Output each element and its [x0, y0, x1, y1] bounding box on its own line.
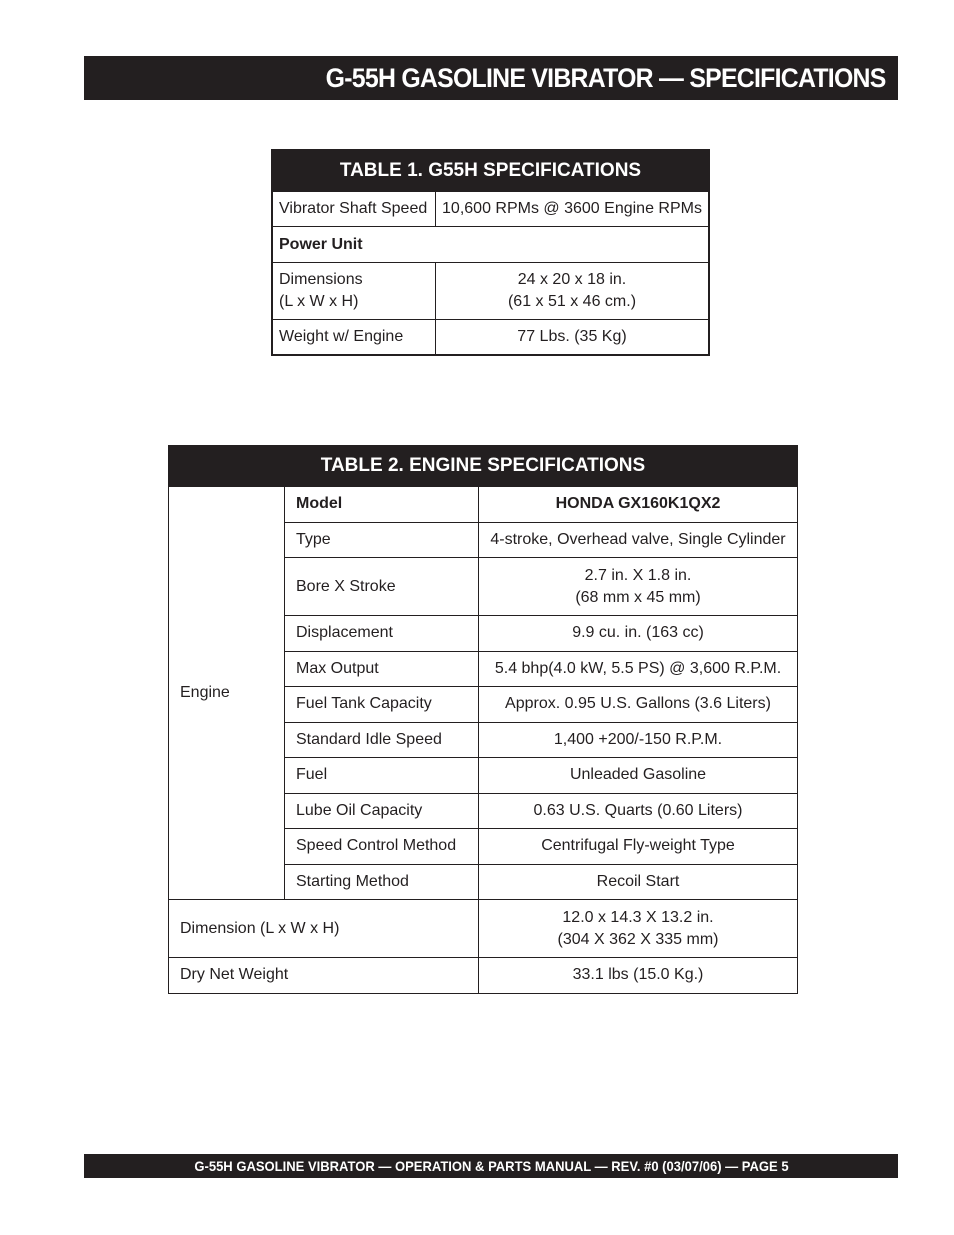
table-cell: Bore X Stroke [285, 558, 479, 616]
cell-line: 2.7 in. X 1.8 in. [584, 566, 692, 584]
table-cell [436, 263, 710, 320]
footer-text: G-55H GASOLINE VIBRATOR — OPERATION & PARTS MANUAL — REV. #0 (03/07/06) — PAGE 5 [193, 1158, 789, 1174]
table-cell [479, 900, 798, 958]
table-cell: Speed Control Method [285, 829, 479, 865]
group-label: Engine [169, 487, 285, 900]
table-cell: 4-stroke, Overhead valve, Single Cylinder [479, 522, 798, 558]
cell-line: (61 x 51 x 46 cm.) [507, 293, 637, 310]
table-cell: Centrifugal Fly-weight Type [479, 829, 798, 865]
table-cell: Approx. 0.95 U.S. Gallons (3.6 Liters) [479, 687, 798, 723]
table-cell: Fuel [285, 758, 479, 794]
table-cell: Dry Net Weight [169, 958, 479, 994]
page-header [84, 56, 898, 100]
cell-line: 24 x 20 x 18 in. [517, 271, 627, 288]
table-cell: 1,400 +200/-150 R.P.M. [479, 722, 798, 758]
page-footer [84, 1154, 898, 1178]
table-cell [479, 558, 798, 616]
table-cell: 77 Lbs. (35 Kg) [436, 320, 710, 356]
cell-line: Dimensions [279, 271, 363, 288]
table-cell [272, 263, 436, 320]
table-cell: Model [285, 487, 479, 523]
table-cell: HONDA GX160K1QX2 [479, 487, 798, 523]
table-cell: 5.4 bhp(4.0 kW, 5.5 PS) @ 3,600 R.P.M. [479, 651, 798, 687]
table-cell: Starting Method [285, 864, 479, 900]
table-title: TABLE 1. G55H SPECIFICATIONS [272, 150, 709, 192]
table-cell: Fuel Tank Capacity [285, 687, 479, 723]
table-cell: Recoil Start [479, 864, 798, 900]
cell-line: (68 mm x 45 mm) [575, 588, 701, 606]
cell-line: (L x W x H) [279, 293, 359, 310]
table-cell: 33.1 lbs (15.0 Kg.) [479, 958, 798, 994]
table-cell: 9.9 cu. in. (163 cc) [479, 616, 798, 652]
page-title: G-55H GASOLINE VIBRATOR — SPECIFICATIONS [326, 62, 886, 93]
table-cell: Displacement [285, 616, 479, 652]
section-label: Power Unit [272, 227, 709, 263]
table-cell: Weight w/ Engine [272, 320, 436, 356]
table-cell: Vibrator Shaft Speed [272, 192, 436, 227]
table-cell: Type [285, 522, 479, 558]
table-cell: Dimension (L x W x H) [169, 900, 479, 958]
table-cell: 0.63 U.S. Quarts (0.60 Liters) [479, 793, 798, 829]
specifications-table [271, 149, 710, 356]
cell-line: 12.0 x 14.3 X 13.2 in. [562, 908, 714, 926]
table-title: TABLE 2. ENGINE SPECIFICATIONS [169, 446, 798, 487]
cell-line: (304 X 362 X 335 mm) [557, 930, 719, 948]
engine-specifications-table [168, 445, 798, 994]
table-cell: 10,600 RPMs @ 3600 Engine RPMs [436, 192, 710, 227]
table-cell: Max Output [285, 651, 479, 687]
table-cell: Standard Idle Speed [285, 722, 479, 758]
table-cell: Unleaded Gasoline [479, 758, 798, 794]
table-cell: Lube Oil Capacity [285, 793, 479, 829]
